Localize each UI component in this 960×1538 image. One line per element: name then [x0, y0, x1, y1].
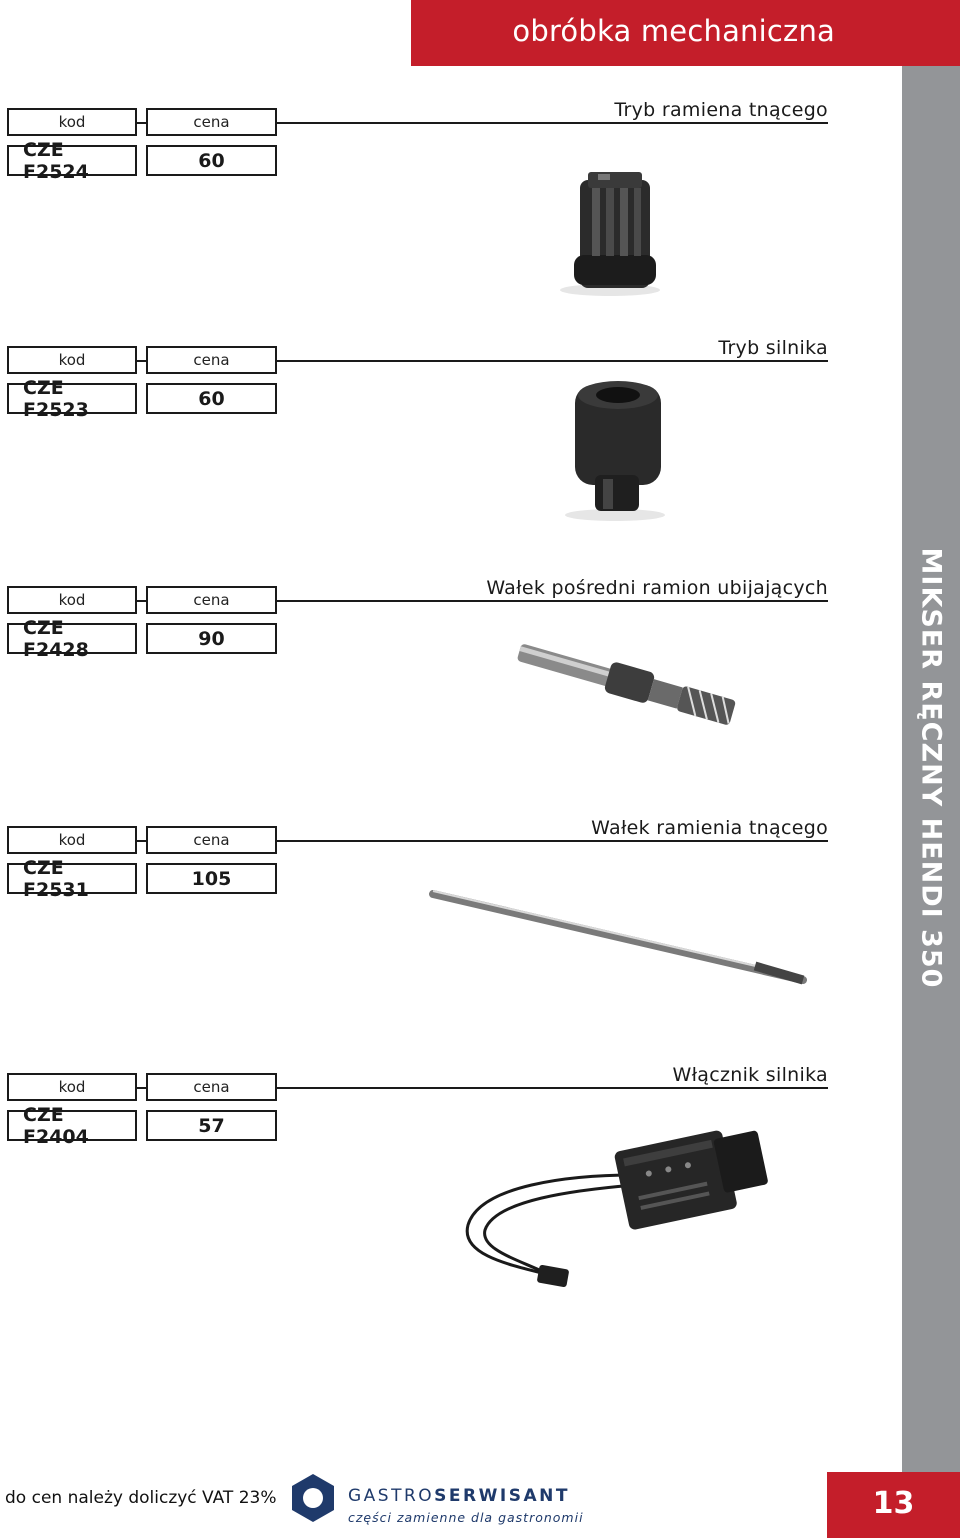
product-price: 57: [146, 1110, 277, 1141]
product-code: CZE F2428: [7, 623, 137, 654]
gear-cog-part-image: [540, 160, 680, 300]
page-title: obróbka mechaniczna: [512, 14, 835, 48]
brand-logo: [290, 1470, 584, 1530]
product-name: Wałek pośredni ramion ubijających: [486, 577, 828, 599]
motor-coupling-part-image: [545, 375, 685, 525]
product-price: 60: [146, 145, 277, 176]
brand-name-part1: GASTRO: [348, 1486, 435, 1506]
page-number: 13: [872, 1486, 915, 1521]
vat-note: do cen należy doliczyć VAT 23%: [5, 1488, 277, 1508]
title-underline: [277, 1087, 828, 1089]
price-label: cena: [146, 346, 277, 374]
product-price: 60: [146, 383, 277, 414]
product-name: Włącznik silnika: [672, 1064, 828, 1086]
motor-switch-image: [450, 1115, 780, 1295]
connector-line: [137, 360, 146, 362]
product-price: 105: [146, 863, 277, 894]
product-code: CZE F2531: [7, 863, 137, 894]
title-underline: [277, 840, 828, 842]
code-label: kod: [7, 586, 137, 614]
brand-name-part2: SERWISANT: [434, 1486, 570, 1506]
product-name: Tryb ramiena tnącego: [614, 99, 828, 121]
header-bar: [411, 0, 960, 66]
hexagon-logo-icon: [290, 1472, 336, 1524]
title-underline: [277, 122, 828, 124]
side-label: MIKSER RĘCZNY HENDI 350: [915, 547, 947, 989]
product-code: CZE F2404: [7, 1110, 137, 1141]
page-number-box: [827, 1472, 960, 1538]
price-label: cena: [146, 826, 277, 854]
brand-tagline: części zamienne dla gastronomii: [348, 1510, 584, 1525]
price-label: cena: [146, 1073, 277, 1101]
price-label: cena: [146, 586, 277, 614]
connector-line: [137, 840, 146, 842]
connector-line: [137, 1087, 146, 1089]
long-shaft-image: [425, 880, 810, 990]
product-price: 90: [146, 623, 277, 654]
price-label: cena: [146, 108, 277, 136]
code-label: kod: [7, 1073, 137, 1101]
product-name: Tryb silnika: [718, 337, 828, 359]
connector-line: [137, 122, 146, 124]
connector-line: [137, 600, 146, 602]
code-label: kod: [7, 108, 137, 136]
product-code: CZE F2523: [7, 383, 137, 414]
title-underline: [277, 600, 828, 602]
brand-name: [348, 1486, 570, 1506]
product-code: CZE F2524: [7, 145, 137, 176]
code-label: kod: [7, 346, 137, 374]
product-name: Wałek ramienia tnącego: [591, 817, 828, 839]
code-label: kod: [7, 826, 137, 854]
title-underline: [277, 360, 828, 362]
intermediate-shaft-image: [505, 635, 755, 745]
